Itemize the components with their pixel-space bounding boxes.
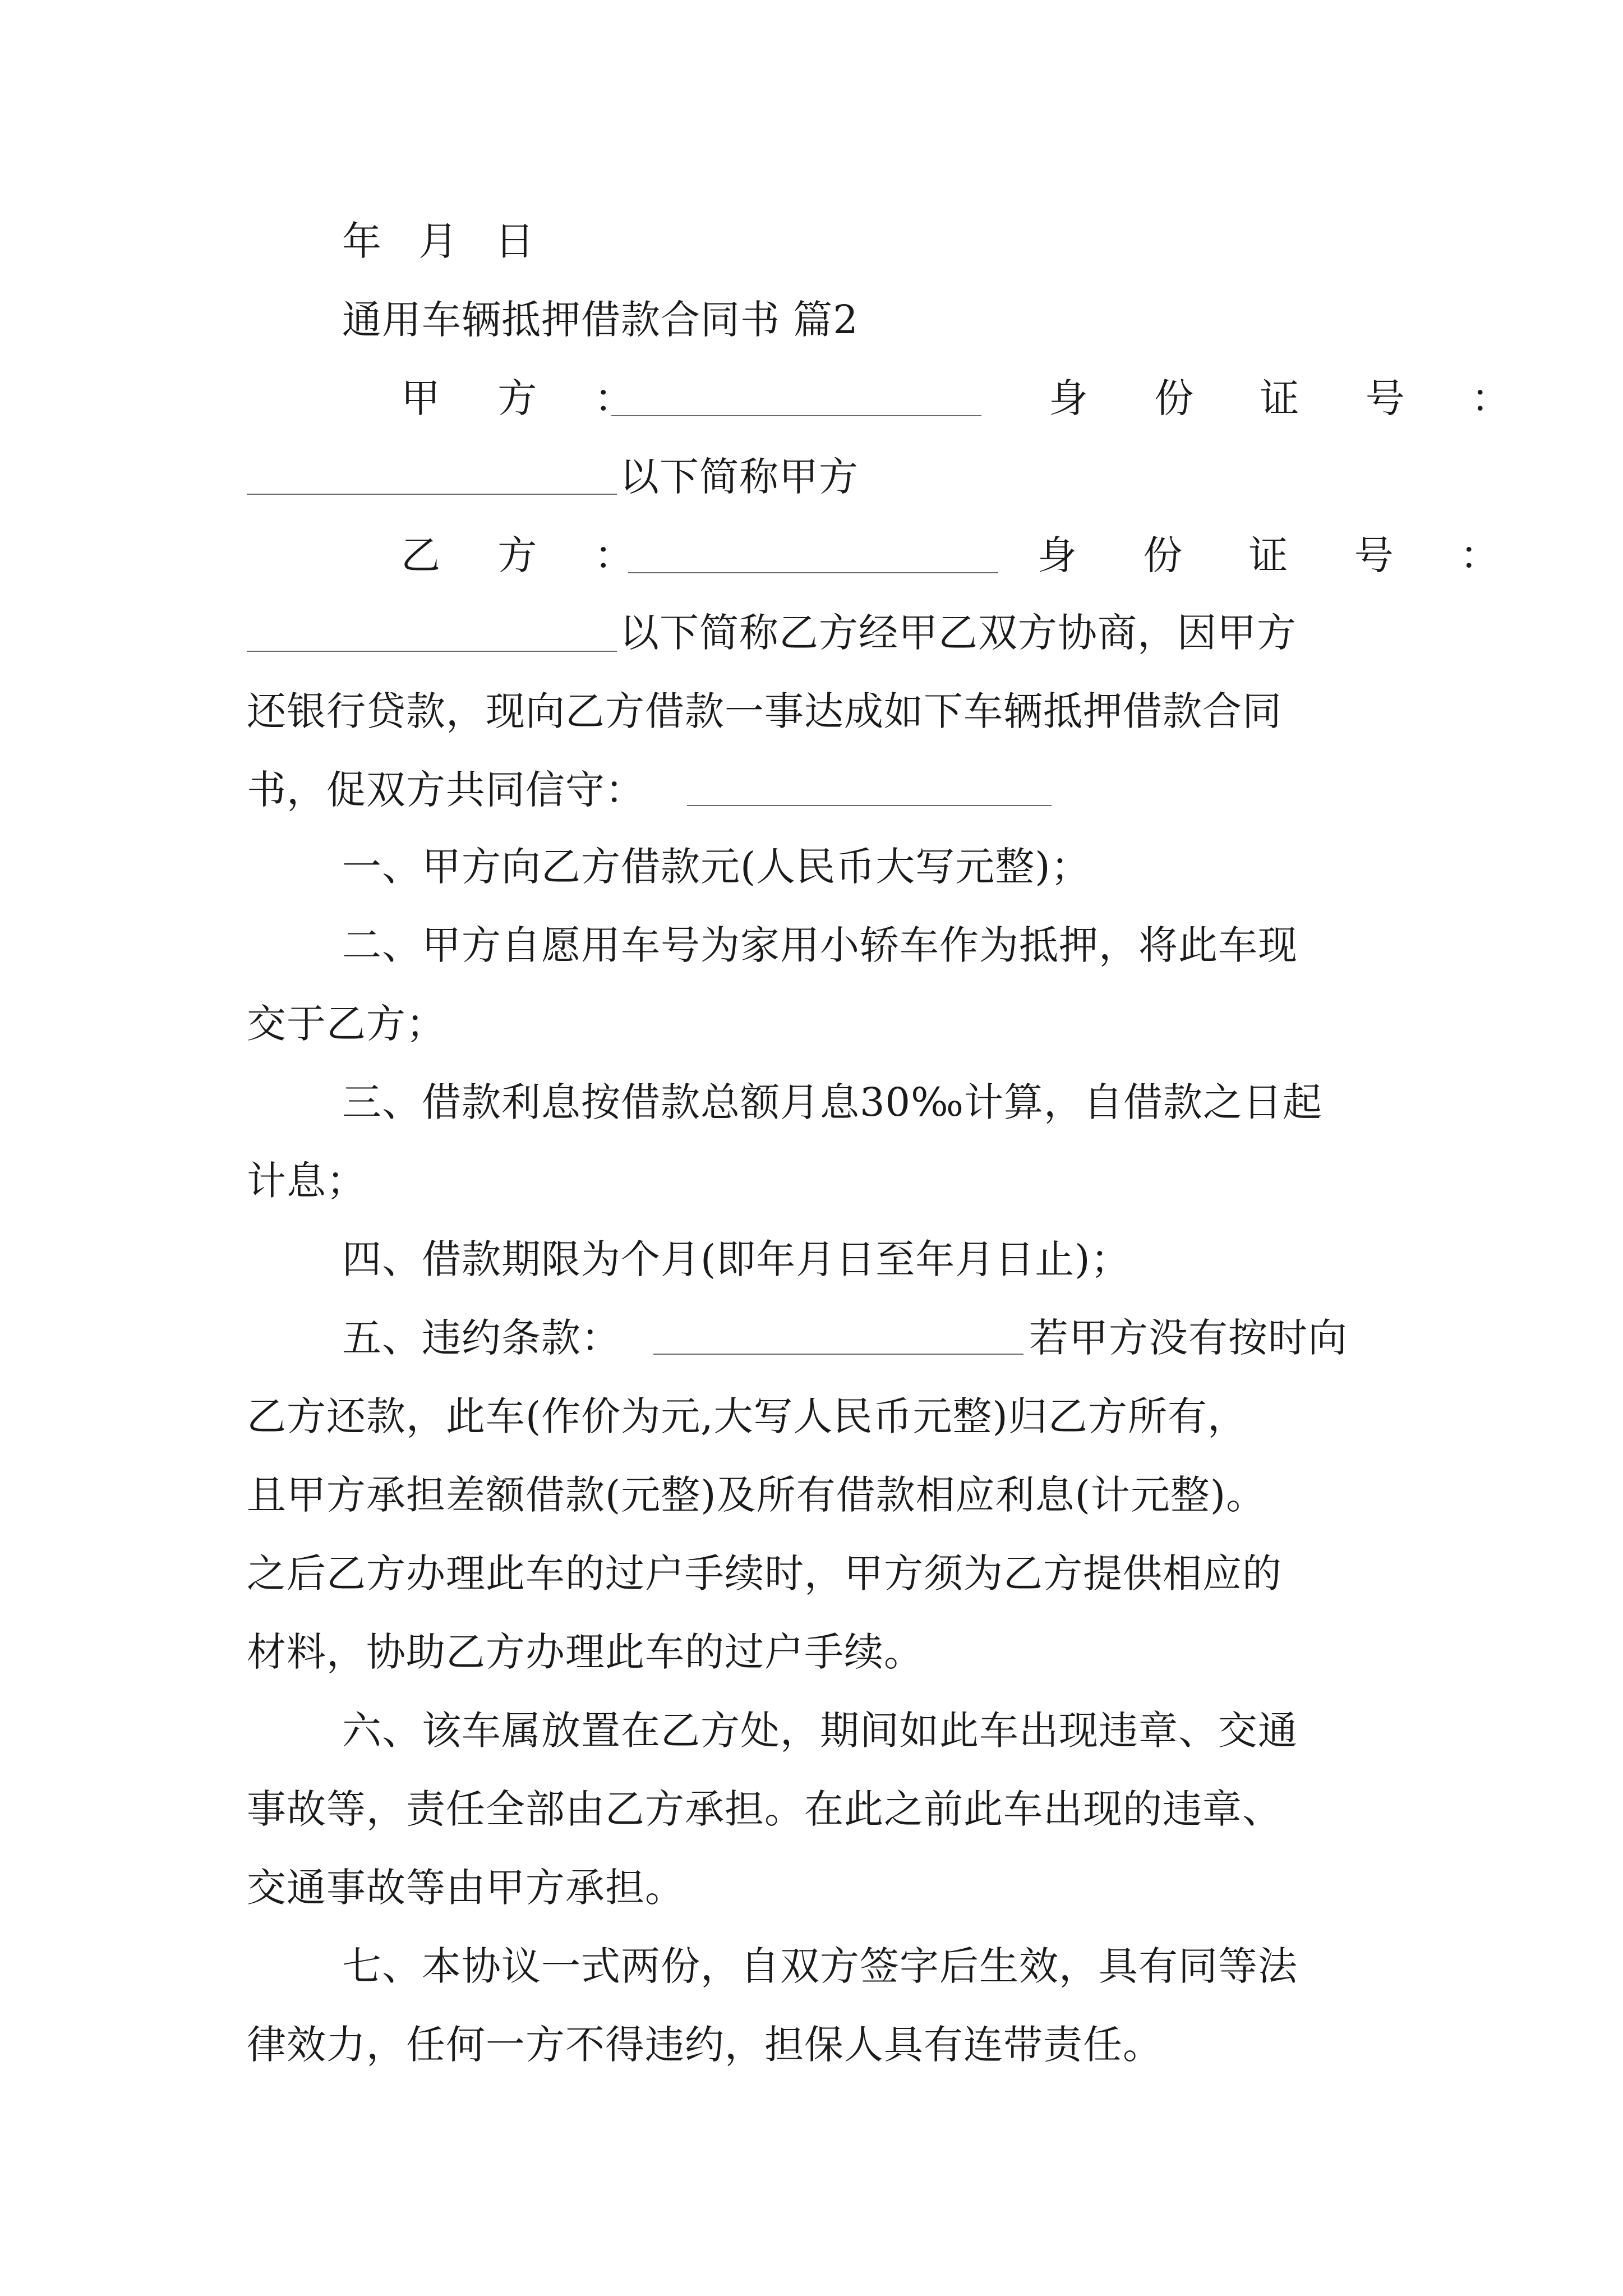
clause-6-line2: 事故等，责任全部由乙方承担。在此之前此车出现的违章、 [247,1786,1282,1832]
clause-5-line4: 之后乙方办理此车的过户手续时，甲方须为乙方提供相应的 [247,1550,1282,1596]
clause-6-line1: 六、该车属放置在乙方处，期间如此车出现违章、交通 [342,1708,1298,1754]
party-b-name-blank [628,572,998,573]
party-a-suffix: 以下简称甲方 [620,454,859,500]
party-a-name-blank [611,415,981,416]
document-heading: 通用车辆抵押借款合同书 篇2 [342,297,859,343]
clause-5-line1-prefix: 五、违约条款： [342,1315,621,1361]
clause-5-line1-suffix: 若甲方没有按时向 [1029,1315,1348,1361]
party-b-id-label: 身 份 证 号 ： [1038,532,1527,578]
clause-3-line2: 计息； [247,1158,366,1204]
clause-2-line1: 二、甲方自愿用车号为家用小轿车作为抵押，将此车现 [342,922,1298,968]
clause-2-line2: 交于乙方； [247,1001,446,1047]
clause-3-line1: 三、借款利息按借款总额月息30‰计算，自借款之日起 [342,1079,1322,1125]
clause-5-line2: 乙方还款，此车(作价为元,大写人民币元整)归乙方所有， [247,1393,1247,1439]
clause-6-line3: 交通事故等由甲方承担。 [247,1865,685,1911]
party-a-label: 甲 方 ： [401,375,656,421]
date-line: 年 月 日 [342,218,547,264]
clause-5-line3: 且甲方承担差额借款(元整)及所有借款相应利息(计元整)。 [247,1472,1266,1518]
party-b-line3: 书，促双方共同信守： [247,767,645,813]
breach-terms-blank [653,1354,1023,1355]
clause-1-line1: 一、甲方向乙方借款元(人民币大写元整)； [342,844,1091,890]
party-b-label: 乙 方 ： [401,532,656,578]
clause-5-line5: 材料，协助乙方办理此车的过户手续。 [247,1629,924,1675]
clause-4-line1: 四、借款期限为个月(即年月日至年月日止)； [342,1236,1131,1282]
party-b-id-blank [247,651,617,652]
clause-7-line1: 七、本协议一式两份，自双方签字后生效，具有同等法 [342,1943,1298,1989]
party-a-id-label: 身 份 证 号 ： [1049,375,1538,421]
clause-7-line2: 律效力，任何一方不得违约，担保人具有连带责任。 [247,2022,1163,2068]
promise-blank [687,805,1052,806]
party-b-suffix-line1: 以下简称乙方经甲乙双方协商，因甲方 [620,610,1297,656]
party-b-line2: 还银行贷款，现向乙方借款一事达成如下车辆抵押借款合同 [247,688,1282,734]
party-a-id-blank [247,494,617,495]
